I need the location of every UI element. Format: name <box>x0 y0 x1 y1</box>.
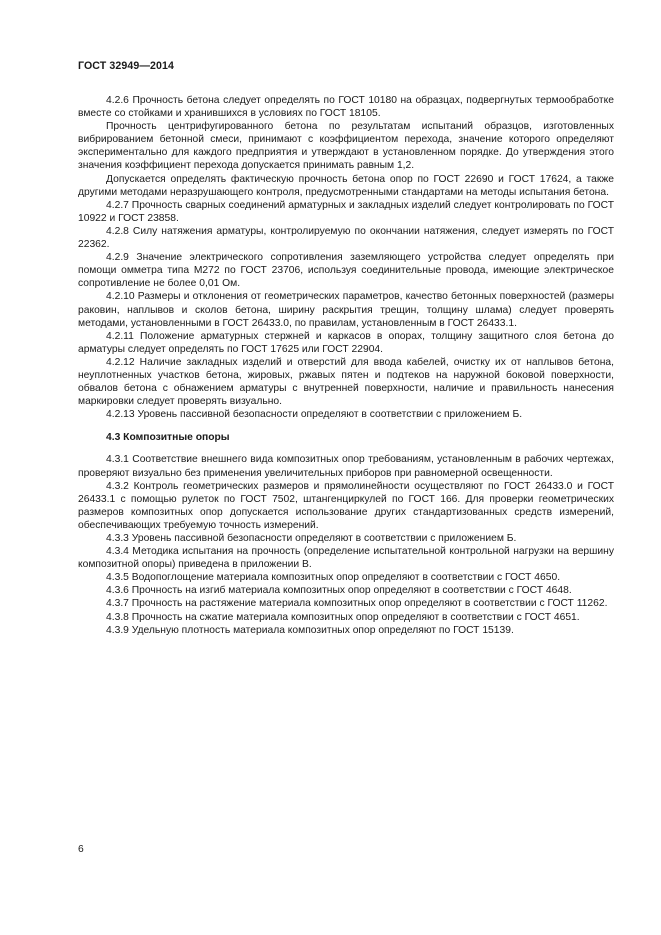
paragraph: 4.2.11 Положение арматурных стержней и каркасов в опорах, толщину защитного слоя бетона до арматуры следует определять по ГОСТ 17625 или ГОСТ 22904. <box>78 330 614 355</box>
paragraph: 4.3.9 Удельную плотность материала композитных опор определяют по ГОСТ 15139. <box>106 624 514 636</box>
paragraph: 4.3.8 Прочность на сжатие материала композитных опор определяют в соответствии с ГОСТ 4651. <box>106 611 580 623</box>
paragraph: 4.2.7 Прочность сварных соединений арматурных и закладных изделий следует контролировать по ГОСТ 10922 и ГОСТ 23858. <box>78 199 614 224</box>
paragraph: Прочность центрифугированного бетона по результатам испытаний образцов, изготовленных вибрированием бетонной смеси, принимают с коэффициентом перехода, значение которого определяют экспериментально для каждого предприятия и утверждают в установленном порядке. До утверждения этого значения коэффициент перехода допускается принимать равным 1,2. <box>78 121 614 172</box>
paragraph: 4.3.3 Уровень пассивной безопасности определяют в соответствии с приложением Б. <box>106 533 517 544</box>
page-number: 6 <box>78 844 84 855</box>
section-4-3-paragraphs <box>78 453 614 636</box>
paragraph: 4.3.2 Контроль геометрических размеров и прямолинейности осуществляют по ГОСТ 26433.0 и ГОСТ 26433.1 с помощью рулеток по ГОСТ 7502, штангенциркулей по ГОСТ 166. Для проверки геометрических размеров композитных опор допускается использование других стандартизованных средств измерений, обеспечивающих требуемую точность измерений. <box>78 480 614 531</box>
document-header: ГОСТ 32949—2014 <box>78 60 175 72</box>
section-heading: 4.3 Композитные опоры <box>106 432 230 444</box>
paragraph: 4.2.10 Размеры и отклонения от геометрических параметров, качество бетонных поверхностей (размеры раковин, наплывов и сколов бетона, ширину раскрытия трещин, толщину шлама) следует проверять методами, установленными в ГОСТ 26433.0, по правилам, установленным в ГОСТ 26433.1. <box>78 291 614 329</box>
paragraph: 4.3.4 Методика испытания на прочность (определение испытательной контрольной нагрузки на вершину композитной опоры) приведена в приложении В. <box>78 546 614 571</box>
paragraph: 4.3.7 Прочность на растяжение материала композитных опор определяют в соответствии с ГОСТ 11262. <box>106 598 608 610</box>
paragraph: 4.3.1 Соответствие внешнего вида композитных опор требованиям, установленным в рабочих чертежах, проверяют визуально без применения увеличительных приборов при равномерной освещенности. <box>78 454 614 479</box>
paragraph: 4.2.8 Силу натяжения арматуры, контролируемую по окончании натяжения, следует измерять по ГОСТ 22362. <box>78 225 614 251</box>
paragraph: 4.2.9 Значение электрического сопротивления заземляющего устройства следует определять при помощи омметра типа М272 по ГОСТ 23706, используя соединительные провода, имеющие электрическое сопротивление не более 0,01 Ом. <box>78 252 614 290</box>
paragraph: 4.3.6 Прочность на изгиб материала композитных опор определяют в соответствии с ГОСТ 4648. <box>106 585 572 597</box>
paragraph: 4.2.12 Наличие закладных изделий и отверстий для ввода кабелей, очистку их от наплывов бетона, неуплотненных участков бетона, жировых, ржавых пятен и подтеков на наружной боковой поверхности, обвалов бетона с обнажением арматуры с внутренней поверхности, наличие и правильность нанесения маркировки следует проверять визуально. <box>78 356 614 408</box>
paragraph: 4.2.13 Уровень пассивной безопасности определяют в соответствии с приложением Б. <box>106 409 523 421</box>
document-body <box>78 94 614 637</box>
paragraph: Допускается определять фактическую прочность бетона опор по ГОСТ 22690 и ГОСТ 17624, а также другими методами неразрушающего контроля, предусмотренными стандартами на методы испытания бетона. <box>78 173 614 198</box>
paragraph: 4.2.6 Прочность бетона следует определять по ГОСТ 10180 на образцах, подвергнутых термообработке вместе со стойками и хранившихся в условиях по ГОСТ 18105. <box>78 95 614 120</box>
section-4-2-paragraphs <box>78 94 614 421</box>
paragraph: 4.3.5 Водопоглощение материала композитных опор определяют в соответствии с ГОСТ 4650. <box>106 572 561 584</box>
